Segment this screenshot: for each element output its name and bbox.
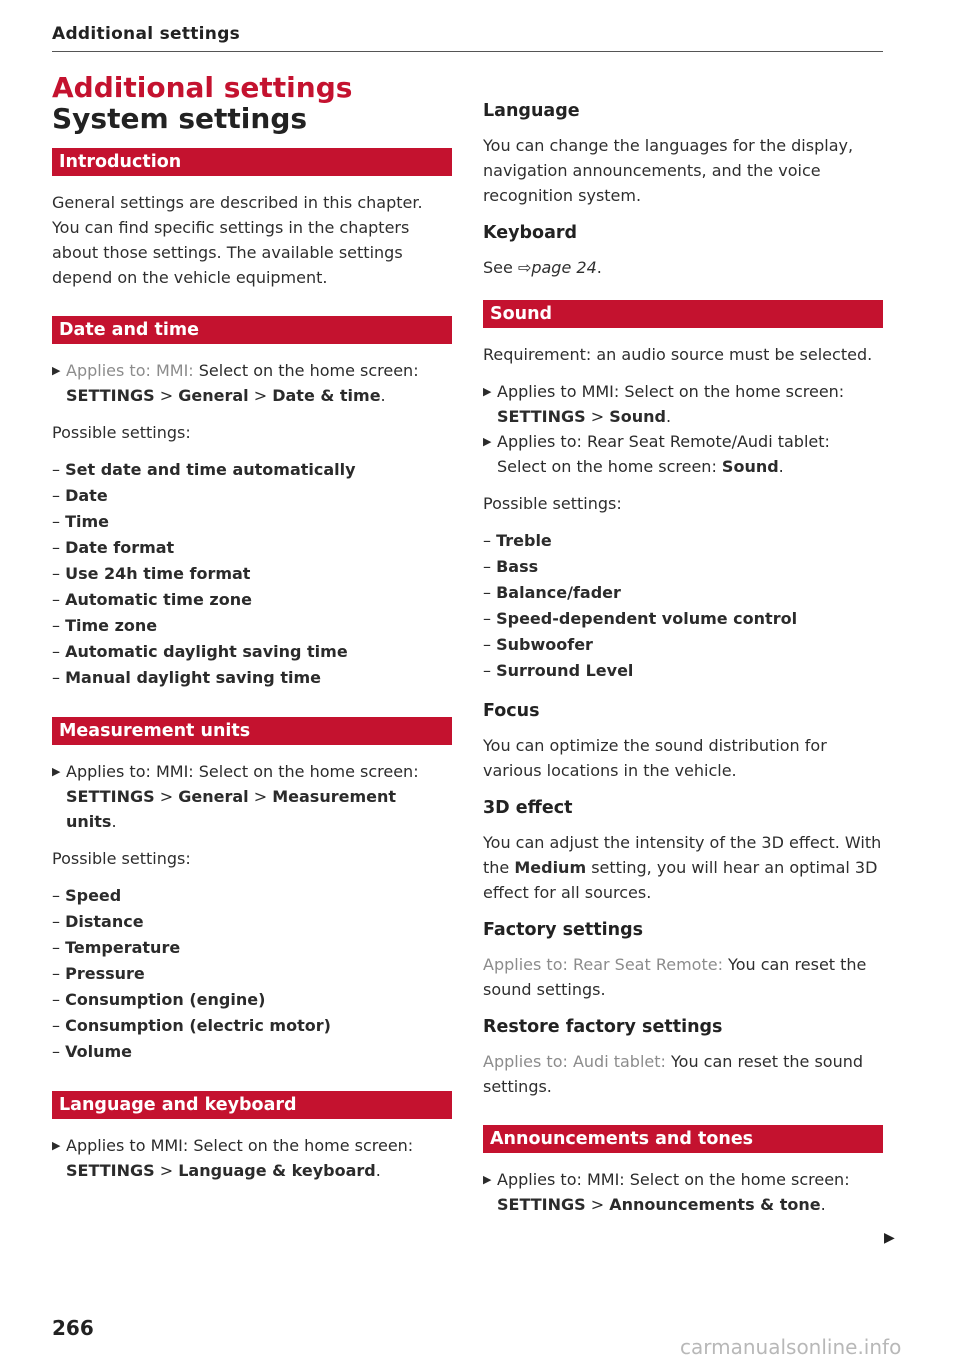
- list-item: – Distance: [52, 912, 144, 931]
- list-item: – Speed-dependent volume control: [483, 609, 798, 628]
- restore-text: Applies to: Audi tablet: You can reset the sound settings.: [483, 1052, 864, 1096]
- heading-measurement-units: Measurement units: [52, 717, 452, 745]
- keyboard-text: See ⇨page 24.: [483, 258, 602, 277]
- measurement-settings-list: [52, 883, 452, 1065]
- list-item: – Use 24h time format: [52, 564, 251, 583]
- header-rule: [52, 51, 883, 52]
- list-item: – Consumption (electric motor): [52, 1016, 331, 1035]
- triangle-right-icon: ▶: [483, 1173, 492, 1186]
- page-link[interactable]: page 24: [531, 258, 597, 277]
- heading-restore-factory: Restore factory settings: [483, 1017, 723, 1037]
- triangle-right-icon: ▶: [52, 364, 61, 377]
- focus-text: You can optimize the sound distribution for various locations in the vehicle.: [483, 736, 827, 780]
- possible-settings-label: Possible settings:: [52, 423, 191, 442]
- measurement-applies: ▶ Applies to: MMI: Select on the home screen: SETTINGS > General > Measurement units.: [52, 759, 452, 834]
- applies-rest: Select on the home screen:: [193, 361, 419, 380]
- factory-text: Applies to: Rear Seat Remote: You can reset the sound settings.: [483, 955, 867, 999]
- list-item: – Time zone: [52, 616, 158, 635]
- list-item: – Time: [52, 512, 110, 531]
- path-item: SETTINGS: [66, 386, 155, 405]
- sound-settings-list: [483, 528, 883, 684]
- list-item: – Surround Level: [483, 661, 634, 680]
- list-item: – Speed: [52, 886, 122, 905]
- right-column: [483, 98, 883, 1229]
- applies-prefix: Applies to: MMI:: [66, 361, 194, 380]
- list-item: – Set date and time automatically: [52, 460, 356, 479]
- language-text: You can change the languages for the display, navigation announcements, and the voice recognition system.: [483, 136, 854, 205]
- list-item: – Subwoofer: [483, 635, 593, 654]
- section-title: System settings: [52, 102, 308, 135]
- triangle-right-icon: ▶: [52, 1139, 61, 1152]
- sound-applies-mmi: ▶ Applies to MMI: Select on the home screen: SETTINGS > Sound.: [483, 379, 883, 429]
- heading-announcements: Announcements and tones: [483, 1125, 883, 1153]
- effect3d-text: You can adjust the intensity of the 3D effect. With the Medium setting, you will hear an optimal 3D effect for all sources.: [483, 833, 882, 902]
- list-item: – Date format: [52, 538, 175, 557]
- heading-introduction: Introduction: [52, 148, 452, 176]
- heading-date-time: Date and time: [52, 316, 452, 344]
- sound-applies-rear: ▶ Applies to: Rear Seat Remote/Audi tablet: Select on the home screen: Sound.: [483, 429, 883, 479]
- possible-settings-label: Possible settings:: [52, 849, 191, 868]
- list-item: – Temperature: [52, 938, 181, 957]
- path-item: General: [178, 386, 249, 405]
- list-item: – Manual daylight saving time: [52, 668, 321, 687]
- triangle-right-icon: ▶: [483, 385, 492, 398]
- left-column: [52, 72, 452, 1195]
- path-item: Date & time: [272, 386, 381, 405]
- date-time-applies: ▶ Applies to: MMI: Select on the home screen: SETTINGS > General > Date & time.: [52, 358, 452, 408]
- list-item: – Volume: [52, 1042, 132, 1061]
- page-number: 266: [52, 1316, 94, 1340]
- heading-language: Language: [483, 101, 580, 121]
- possible-settings-label: Possible settings:: [483, 494, 622, 513]
- list-item: – Pressure: [52, 964, 145, 983]
- heading-3d-effect: 3D effect: [483, 798, 573, 818]
- heading-sound: Sound: [483, 300, 883, 328]
- heading-keyboard: Keyboard: [483, 223, 578, 243]
- triangle-right-icon: ▶: [483, 435, 492, 448]
- continue-arrow-icon: ▶: [884, 1230, 895, 1246]
- list-item: – Automatic time zone: [52, 590, 252, 609]
- announcements-applies: ▶ Applies to: MMI: Select on the home screen: SETTINGS > Announcements & tone.: [483, 1167, 883, 1217]
- triangle-right-icon: ▶: [52, 765, 61, 778]
- arrow-right-icon: ⇨: [517, 258, 532, 277]
- list-item: – Date: [52, 486, 108, 505]
- list-item: – Bass: [483, 557, 539, 576]
- chapter-title: Additional settings: [52, 71, 353, 104]
- running-header: Additional settings: [52, 24, 241, 44]
- list-item: – Balance/fader: [483, 583, 621, 602]
- watermark: carmanualsonline.info: [680, 1335, 902, 1359]
- heading-factory-settings: Factory settings: [483, 920, 644, 940]
- date-time-settings-list: [52, 457, 452, 691]
- list-item: – Treble: [483, 531, 552, 550]
- heading-focus: Focus: [483, 701, 540, 721]
- heading-language-keyboard: Language and keyboard: [52, 1091, 452, 1119]
- list-item: – Automatic daylight saving time: [52, 642, 348, 661]
- list-item: – Consumption (engine): [52, 990, 266, 1009]
- introduction-text: General settings are described in this chapter. You can find specific settings in the chapters about those settings. The available settings depend on the vehicle equipment.: [52, 193, 423, 287]
- sound-requirement: Requirement: an audio source must be selected.: [483, 345, 873, 364]
- language-keyboard-applies: ▶ Applies to MMI: Select on the home screen: SETTINGS > Language & keyboard.: [52, 1133, 452, 1183]
